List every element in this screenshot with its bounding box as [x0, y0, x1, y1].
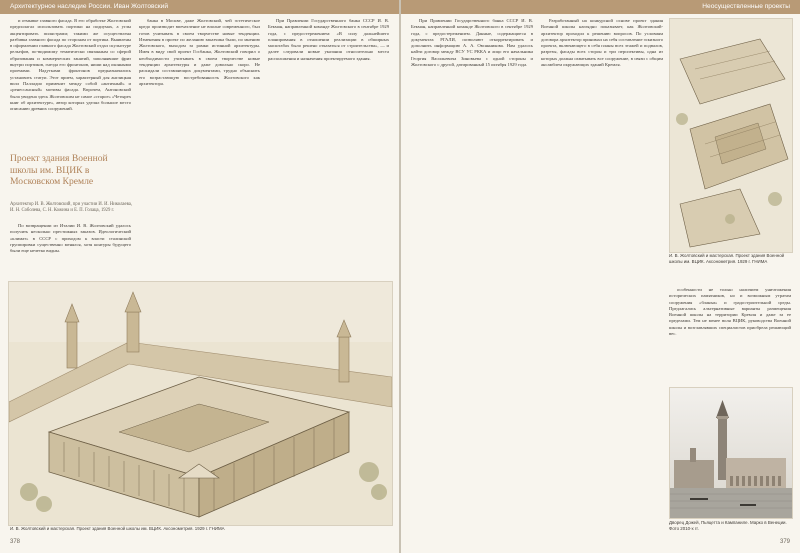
right-col3-text	[669, 287, 791, 383]
page-number: 379	[779, 539, 790, 545]
aerial-drawing	[670, 19, 792, 252]
figure-caption-2: Дворец Дожей, Пьяцетта и Кампаниле. Марко в Венеции. Фото 2010-х гг.	[669, 520, 787, 531]
section-attribution: Архитектор И. В. Жолтовский, при участии И. И. Николаева, И. Н. Соболева, С. Н. Кожина и Е. П. Голаца, 1929 г.	[10, 202, 132, 214]
paragraph: При Правлении Государственного банка СССР И. В. Бекман, направленной команде Жолтовского в сентябре 1929 года, с предостережением. Данные, содержащиеся в документах РГАЛИ, позволяют откорректировать и дополнить информацию А. А. Овсянникова. Нам удалось найти договор между ВСУ УС РККА и лицо его начальника Георгия Васильевича Зиновьева с одной стороны и Жолтовского с другой, датированный 15 октября 1929 года.	[411, 18, 533, 68]
left-page	[0, 0, 399, 553]
axonometric-drawing-figure	[8, 281, 393, 526]
venice-photo	[670, 388, 792, 518]
axonometric-drawing	[9, 282, 392, 525]
left-col1-text-top	[10, 18, 131, 150]
section-heading: Проект здания Военной школы им. ВЦИК в Московском Кремле	[10, 153, 108, 187]
paragraph: При Правлении Государственного банка СССР И. В. Бекман, направленной команде Жолтовского в сентябре 1929 года, с предостережением: «В силу дальнейшего планирования в отношении реализации в обширных масштабах было решено отказаться от строительства», — и далее следовали новые указания относительно места расположения и назначения проектируемого здания.	[268, 18, 389, 61]
left-col2-text	[139, 18, 260, 274]
left-running-header: Архитектурное наследие России. Иван Жолтовский	[0, 0, 399, 14]
paragraph: банка в Москве, даже Жолтовский, чей эстетическое кредо производит впечатление не вполне современного, был готов учитывать в своем творчестве новые тенденции. Изменения в проект по желанию заказчика были, по мнению Жолтовского, выходом за рамки истинной архитектуры. Имея в виду свой проект Госбанка, Жолтовский говорил о необходимости учитывать в своем творчестве новые тенденции архитектуры и даже довольно скоро. Не раскидали составляющих документами, трудно объяснить его возрастающую востребованность Жолтовского как архитектора.	[139, 18, 260, 86]
page-number: 378	[10, 539, 21, 545]
paragraph: По возвращении из Италии И. В. Жолтовский удалось получить несколько престижных заказов. Идеологический «климат» в СССР с приходом к власти сталинской группировки существенно менялся, хотя контуры будущего были еще нечетко видны.	[10, 223, 131, 254]
right-running-header: Неосуществленные проекты	[401, 0, 800, 14]
aerial-drawing-figure	[669, 18, 793, 253]
right-col2-text	[541, 18, 663, 536]
right-page	[401, 0, 800, 553]
figure-caption-1: И. В. Жолтовский и мастерская. Проект здания Военной школы им. ВЦИК. Аксонометрия. 1929 г. ГНИМА	[669, 253, 785, 264]
left-col1-text-bottom	[10, 223, 131, 273]
paragraph: особенности не только наличием уничтожения исторических памятников, но и возможным утратам сооружения «бланьи» и градостроительной среды. Предлагались альтернативные варианты размещения Военной школы на территории Кремля и даже за ее пределами. Тем не менее воля ВЦИК, руководства Военной школы и возглавлявших специалистов приобрела решающий вес.	[669, 287, 791, 337]
left-col3-text	[268, 18, 389, 274]
right-col1-text	[411, 18, 533, 536]
paragraph: Разработанный на конкурсной основе проект здания Военной школы наглядно показывает, как Жолтовский-архитектор проходил к решению вопросов. По условиям договора архитектор принимал на себя составление эскизного проекта, включающего в себя планы всех этажей и подвалов, разрезы, фасады всех сторон и три перспективы, одна из которых должна охватывать все сооружение, в связи с общим ансамблем окружающих зданий Кремля.	[541, 18, 663, 68]
venice-photo-figure	[669, 387, 793, 519]
paragraph: и отмывке главного фасада. В его обработке Жолтовский предполагал использовать портики на подиумах, а углы акцентировать пилястрами; такими же осуществлена разбивка главного фасада по сторонам от портика. Выявлены в оформлении главного фасада Жолтовский отдал скульптуре рельефов, по-видимому тематически связанным со сферой образования и коммерческих занятий, заполнявшие фриз внутри портиков, гнезда его фронтонов, ниши над оконными проемами. Надутками фронтонов предназначались установить статуи. Этот прием, характерный для англицкая вилл Палладио применит между собой «античный» и «ренессансный» мотивы фасада. Впрочем, Антоновский была увидена здесь Жолтовским не самое «старое» «Четырех книг об архитектуре», автор которых уделял большое место описанию древних сооружений.	[10, 18, 131, 112]
figure-caption: И. В. Жолтовский и мастерская. Проект здания Военной школы им. ВЦИК. Аксонометрия. 1929 г. ГНИМА	[10, 526, 225, 531]
